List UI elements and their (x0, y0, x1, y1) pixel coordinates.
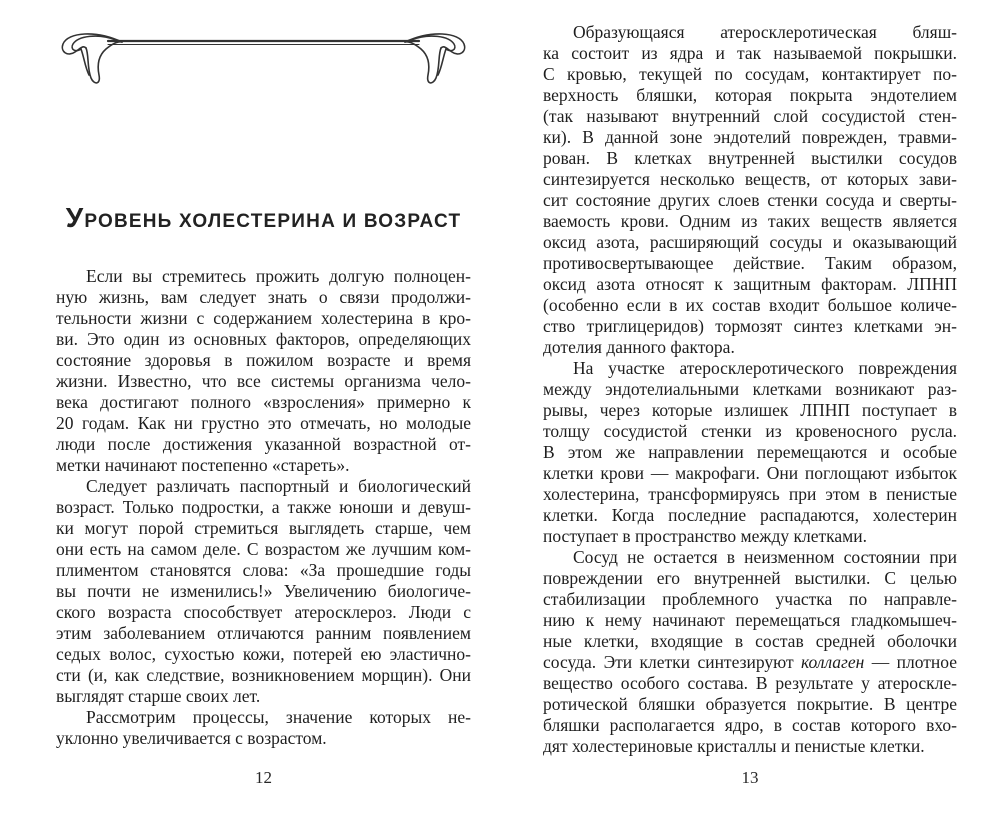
text-line: ки). В данной зоне эндотелий поврежден, травми- (543, 127, 957, 147)
text-line: Образующаяся атеросклеротическая бляш- (573, 22, 957, 42)
text-line: 20 годам. Как ни грустно это отмечать, но молодые (56, 413, 471, 433)
text-line: жизни. Известно, что все системы организма чело- (56, 371, 471, 391)
text-line: ную жизнь, вам следует знать о связи продолжи- (56, 287, 471, 307)
text-line: ки могут порой стремиться выглядеть старше, чем (56, 518, 471, 538)
text-line: синтезируется несколько веществ, от которых зави- (543, 169, 957, 189)
text-line: тельности жизни с содержанием холестерина в кро- (56, 308, 471, 328)
text-line: (особенно если в их состав входит большое количе- (543, 295, 957, 315)
paragraph (543, 358, 957, 547)
page-number-left: 12 (255, 768, 272, 787)
page-number-right: 13 (741, 768, 759, 787)
text-line: холестерина, трансформируясь при этом в пенистые (543, 484, 957, 504)
text-line: сит состояние других слоев стенки сосуда и сверты- (543, 190, 957, 210)
text-line: бляшки располагается ядро, в состав которого вхо- (543, 715, 957, 735)
text-line: уклонно увеличивается с возрастом. (56, 728, 327, 748)
text-line: вещество особого состава. В результате у атероскле- (543, 673, 957, 693)
text-line: плиментом становятся слова: «За прошедшие годы (56, 560, 471, 580)
text-line: (так называют внутренний слой сосудистой стен- (543, 106, 957, 126)
text-line: между эндотелиальными клетками возникают раз- (543, 379, 957, 399)
text-line: века достигают полного «взросления» примерно к (56, 392, 471, 412)
right-body-text (543, 22, 957, 757)
text-line: С кровью, текущей по сосудам, контактирует по- (543, 64, 957, 84)
text-line: они есть на самом деле. С возрастом же лучшим ком- (56, 539, 471, 559)
text-line: седых волос, сухостью кожи, потерей ею эластично- (56, 644, 471, 664)
paragraph (543, 22, 957, 358)
text-line: люди после достижения указанной возрастной от- (56, 434, 471, 454)
text-line: ского возраста способствует атеросклероз. Люди с (56, 602, 471, 622)
text-line: нию к нему начинают перемещаться гладкомышеч- (543, 610, 957, 630)
left-body-text (56, 266, 471, 749)
text-line: ваемость крови. Одним из таких веществ является (543, 211, 957, 231)
text-line: выглядят старше своих лет. (56, 686, 261, 706)
text-line: клетки крови — макрофаги. Они поглощают избыток (543, 463, 957, 483)
text-line: возраст. Только подростки, а также юноши и девуш- (56, 497, 471, 517)
text-line: сти (и, как следствие, возникновением морщин). Они (56, 665, 471, 685)
text-line: стабилизации проблемного участка по направле- (543, 589, 957, 609)
text-line: клетки. Когда последние распадаются, холестерин (543, 505, 957, 525)
paragraph (56, 476, 471, 707)
text-line: метки начинают постепенно «стареть». (56, 455, 350, 475)
text-line: рывы, через которые излишек ЛПНП поступает в (543, 400, 957, 420)
text-line: Рассмотрим процессы, значение которых не- (86, 707, 471, 727)
text-line: противосвертывающее действие. Таким образом, (543, 253, 957, 273)
page-right (543, 0, 957, 823)
text-line: В этом же направлении перемещаются и особые (543, 442, 957, 462)
text-line: толщу сосудистой стенки из кровеносного русла. (543, 421, 957, 441)
text-line: ные клетки, входящие в состав средней оболочки (543, 631, 957, 651)
ornament-flourish-icon (56, 28, 471, 90)
text-line: вы почти не изменились!» Увеличению биологиче- (56, 581, 471, 601)
text-line: Следует различать паспортный и биологический (86, 476, 471, 496)
text-line: состояние здоровья в пожилом возрасте и время (56, 350, 471, 370)
text-line: Если вы стремитесь прожить долгую полноцен- (86, 266, 471, 286)
text-line: ка состоит из ядра и так называемой покрышки. (543, 43, 957, 63)
text-line: оксид азота относят к защитным факторам. ЛПНП (543, 274, 957, 294)
text-line: поступает в пространство между клетками. (543, 526, 867, 546)
text-line: ротической бляшки образуется покрытие. В центре (543, 694, 957, 714)
text-line: верхность бляшки, которая покрыта эндотелием (543, 85, 957, 105)
chapter-title (56, 202, 471, 234)
paragraph (543, 547, 957, 757)
text-line: этим заболеванием отличаются ранним появлением (56, 623, 471, 643)
text-line: дят холестериновые кристаллы и пенистые клетки. (543, 736, 925, 756)
text-line: ство триглицеридов) тормозят синтез клетками эн- (543, 316, 957, 336)
text-line: На участке атеросклеротического повреждения (573, 358, 957, 378)
chapter-title-initial: У (65, 202, 85, 233)
text-line: рован. В клетках внутренней выстилки сосудов (543, 148, 957, 168)
chapter-title-rest: РОВЕНЬ ХОЛЕСТЕРИНА И ВОЗРАСТ (84, 211, 462, 232)
paragraph (56, 266, 471, 476)
text-line: дотелия данного фактора. (543, 337, 735, 357)
page-left (56, 0, 471, 823)
text-line: Сосуд не остается в неизменном состоянии при (573, 547, 957, 567)
text-line: ви. Это один из основных факторов, определяющих (56, 329, 471, 349)
text-line: оксид азота, расширяющий сосуды и оказывающий (543, 232, 957, 252)
paragraph (56, 707, 471, 749)
text-line: сосуда. Эти клетки синтезируют коллаген — плотное (543, 652, 957, 672)
text-line: повреждении его внутренней выстилки. С целью (543, 568, 957, 588)
